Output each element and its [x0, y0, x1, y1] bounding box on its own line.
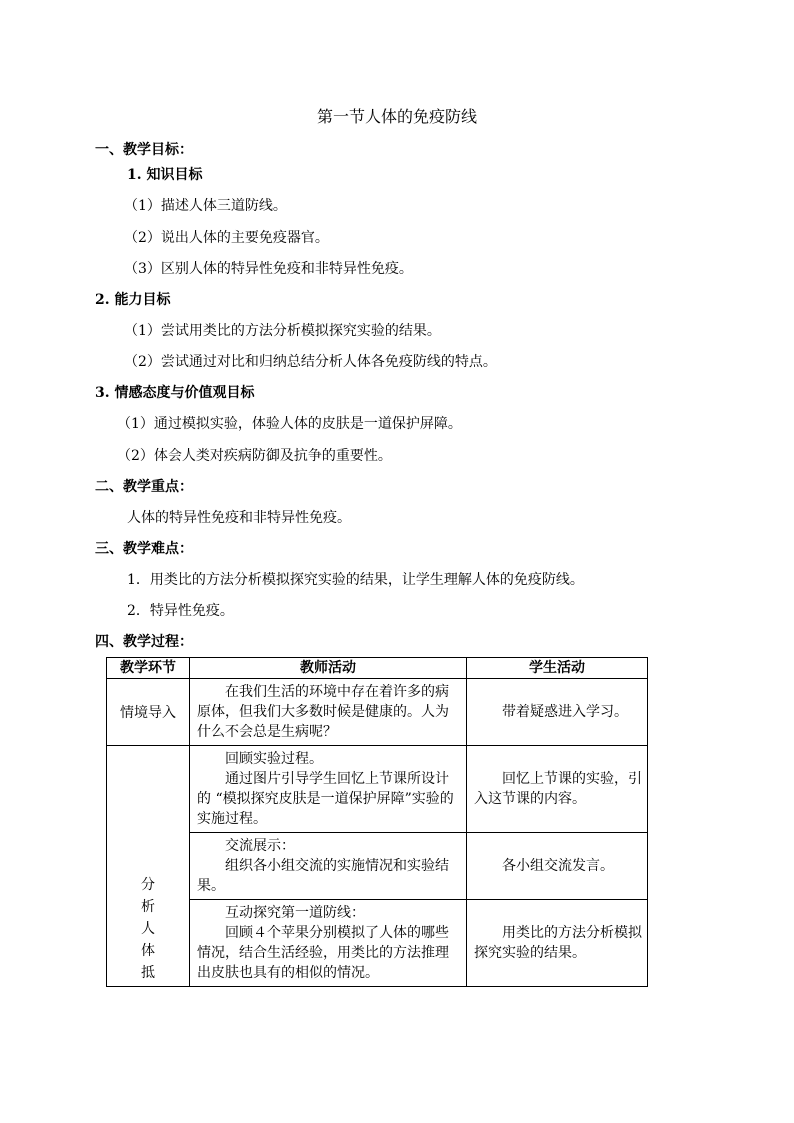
- teacher-cell: [190, 833, 467, 900]
- subheading-emotion: 3. 情感态度与价值观目标: [95, 385, 255, 401]
- student-cell: [467, 679, 648, 746]
- subheading-ability: 2. 能力目标: [95, 292, 171, 308]
- stage-cell: 情境导入: [107, 679, 190, 746]
- teacher-text: 互动探究第一道防线：: [225, 905, 365, 921]
- emotion-item: （1）通过模拟实验，体验人体的皮肤是一道保护屏障。: [117, 416, 462, 432]
- section-heading-difficulties: 三、教学难点：: [95, 541, 193, 557]
- teacher-text: 交流展示：: [225, 838, 295, 854]
- knowledge-item: （1）描述人体三道防线。: [124, 198, 287, 214]
- teacher-text: 通过图片引导学生回忆上节课所设计的 “模拟探究皮肤是一道保护屏障”实验的实施过程。: [197, 771, 454, 827]
- teacher-cell: [190, 679, 467, 746]
- section-heading-objectives: 一、教学目标：: [95, 142, 193, 158]
- section-heading-process: 四、教学过程：: [95, 634, 193, 650]
- section-heading-keypoints: 二、教学重点：: [95, 479, 193, 495]
- header-stage: 教学环节: [107, 658, 190, 679]
- student-text: 各小组交流发言。: [502, 858, 614, 874]
- table-row: [107, 679, 648, 746]
- ability-item: （2）尝试通过对比和归纳总结分析人体各免疫防线的特点。: [124, 354, 497, 370]
- student-cell: [467, 833, 648, 900]
- keypoints-text: 人体的特异性免疫和非特异性免疫。: [127, 510, 351, 526]
- stage-char: 析: [141, 899, 155, 915]
- stage-cell-vertical: [107, 746, 190, 987]
- stage-char: 抵: [141, 965, 155, 981]
- knowledge-item: （2）说出人体的主要免疫器官。: [124, 230, 329, 246]
- stage-char: 体: [141, 943, 155, 959]
- difficulty-item: 2．特异性免疫。: [127, 603, 234, 619]
- teacher-text: 组织各小组交流的实施情况和实验结果。: [197, 858, 449, 894]
- teacher-cell: [190, 746, 467, 833]
- table-header-row: [107, 658, 648, 679]
- header-student: 学生活动: [467, 658, 648, 679]
- difficulty-item: 1．用类比的方法分析模拟探究实验的结果，让学生理解人体的免疫防线。: [127, 572, 584, 588]
- teacher-text: 回顾４个苹果分别模拟了人体的哪些情况，结合生活经验，用类比的方法推理出皮肤也具有的相似的情况。: [197, 925, 449, 981]
- student-cell: [467, 746, 648, 833]
- teacher-text: 在我们生活的环境中存在着许多的病原体，但我们大多数时候是健康的。人为什么不会总是生病呢？: [197, 684, 449, 740]
- stage-char: 分: [141, 877, 155, 893]
- teacher-cell: [190, 900, 467, 987]
- student-cell: [467, 900, 648, 987]
- ability-item: （1）尝试用类比的方法分析模拟探究实验的结果。: [124, 323, 441, 339]
- emotion-item: （2）体会人类对疾病防御及抗争的重要性。: [117, 448, 392, 464]
- stage-char: 人: [141, 921, 155, 937]
- teacher-text: 回顾实验过程。: [225, 751, 323, 767]
- student-text: 用类比的方法分析模拟探究实验的结果。: [474, 925, 642, 961]
- knowledge-item: （3）区别人体的特异性免疫和非特异性免疫。: [124, 261, 413, 277]
- student-text: 带着疑惑进入学习。: [502, 704, 628, 720]
- teaching-process-table: [106, 657, 648, 987]
- table-row: [107, 746, 648, 833]
- header-teacher: 教师活动: [190, 658, 467, 679]
- student-text: 回忆上节课的实验，引入这节课的内容。: [474, 771, 642, 807]
- subheading-knowledge: 1. 知识目标: [127, 167, 203, 183]
- page-title: 第一节人体的免疫防线: [316, 107, 477, 126]
